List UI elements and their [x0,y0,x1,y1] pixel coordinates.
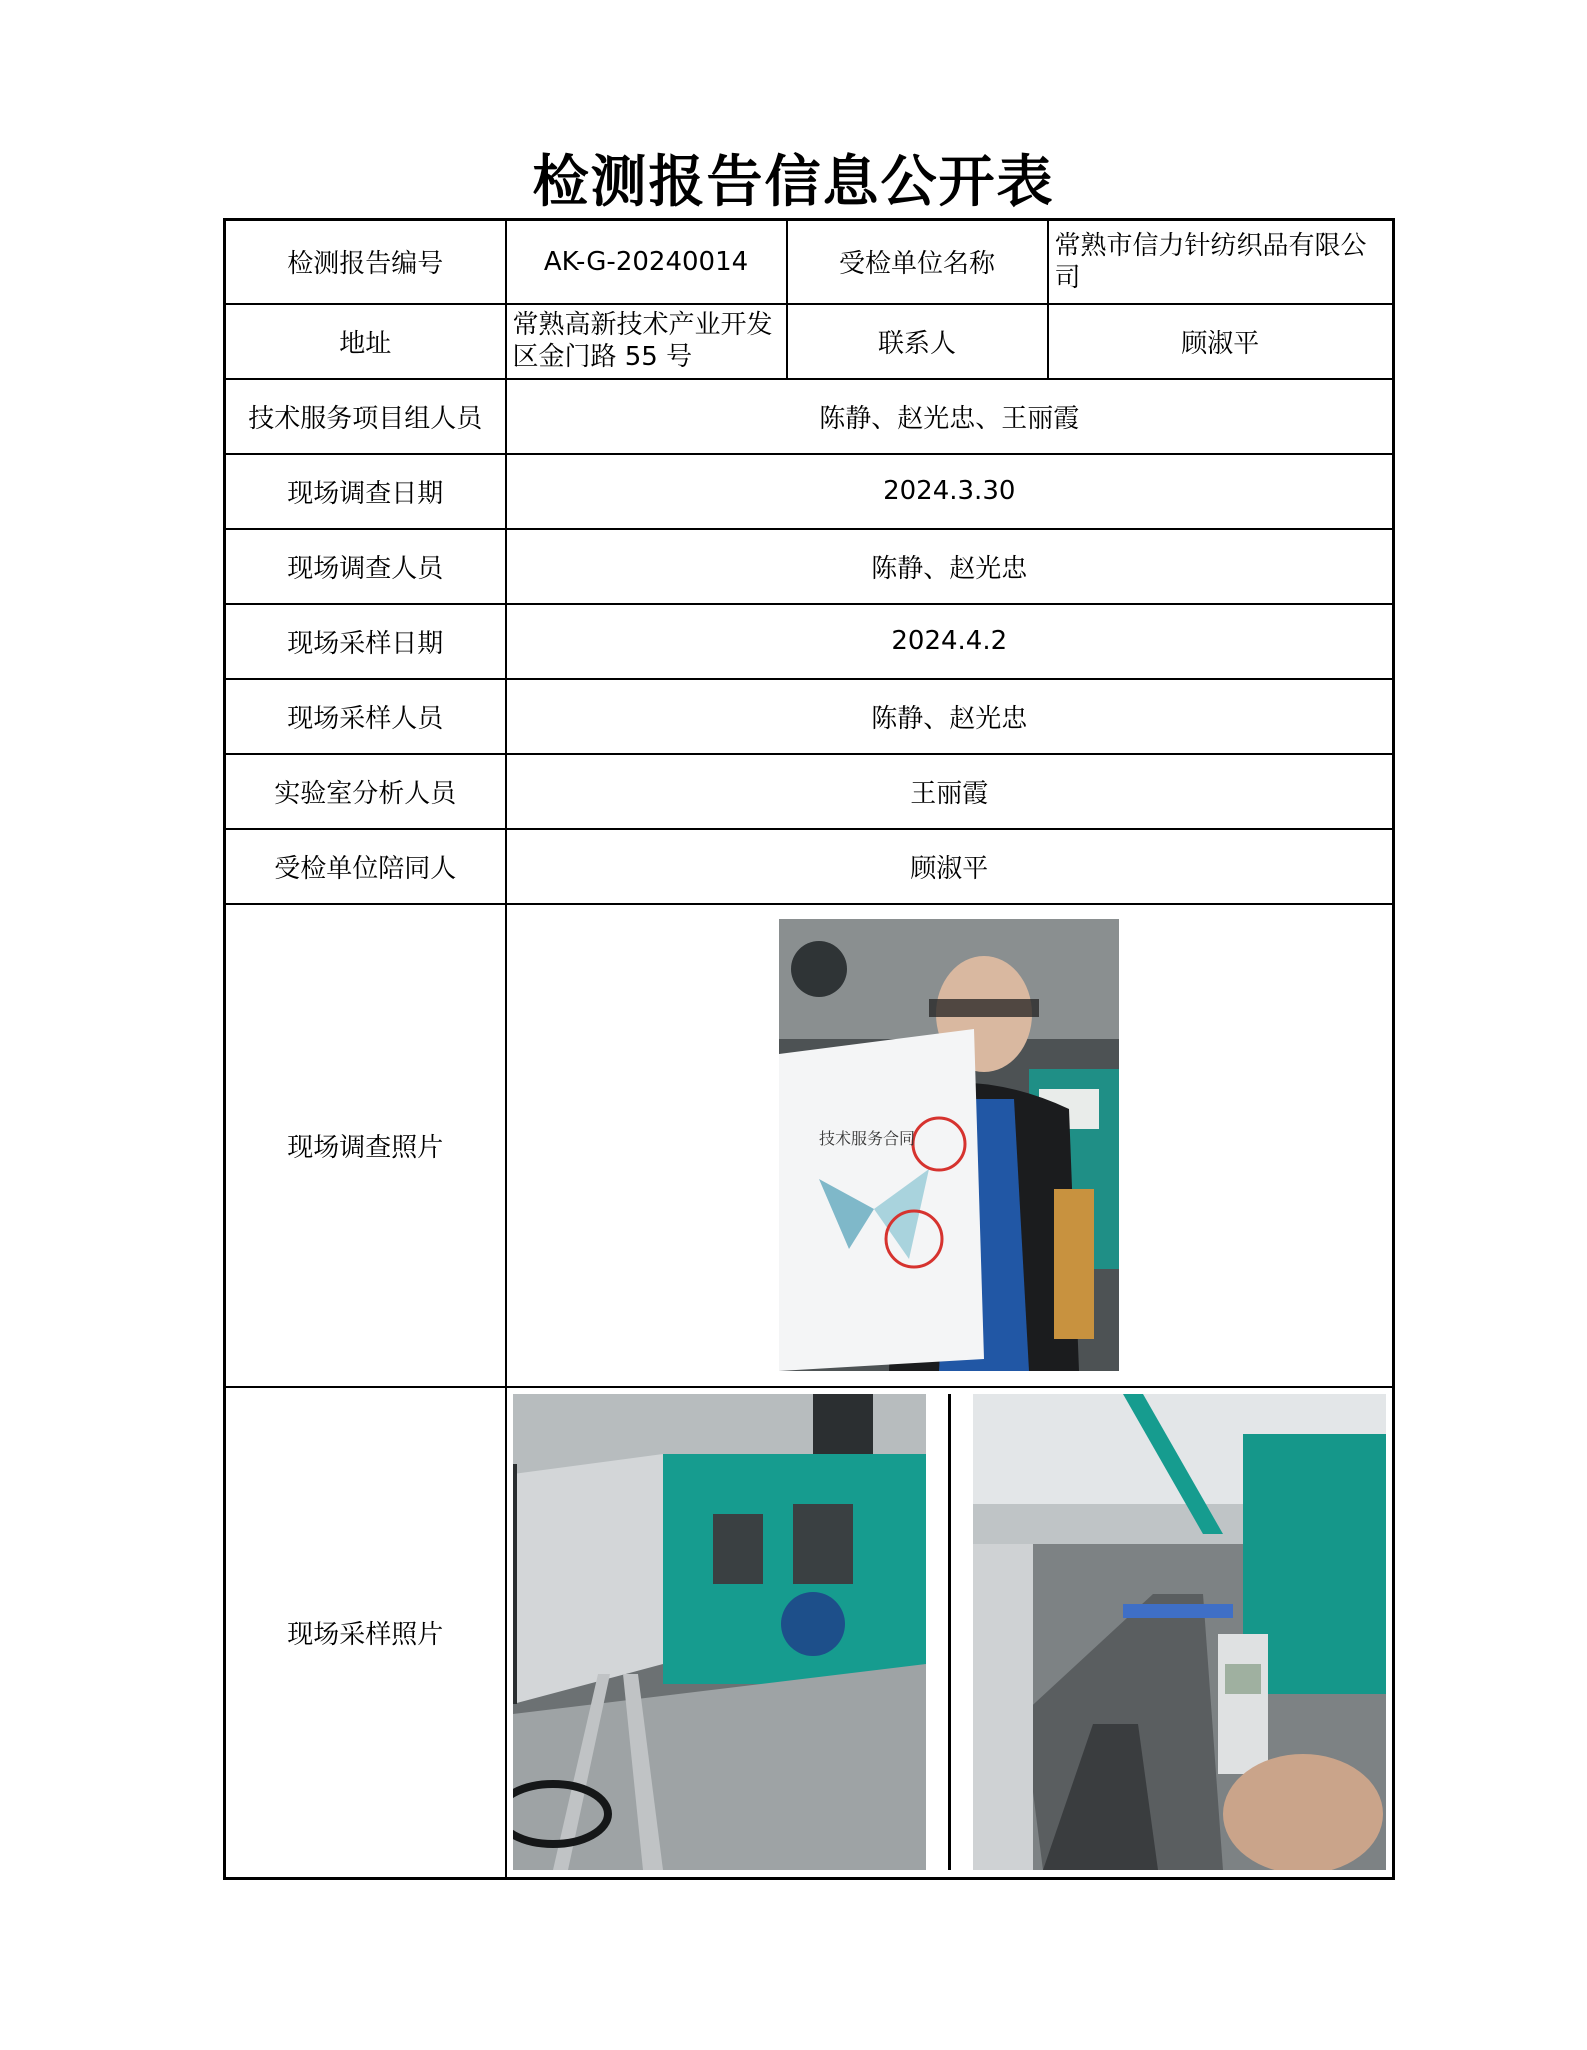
table-row [225,304,1394,379]
sampling-photo-right-image [973,1394,1386,1870]
inspected-unit-value: 常熟市信力针纺织品有限公司 [1048,220,1394,304]
row-label: 现场采样人员 [225,679,506,754]
row-label: 现场调查人员 [225,529,506,604]
sampling-photo-right [973,1394,1386,1870]
row-label: 受检单位陪同人 [225,829,506,904]
row-label: 现场调查日期 [225,454,506,529]
sampling-photo-pair [513,1394,1387,1870]
table-row [225,529,1394,604]
table-row [225,220,1394,304]
row-value: 陈静、赵光忠、王丽霞 [506,379,1394,454]
sampling-photo-cell [506,1387,1394,1879]
row-value: 陈静、赵光忠 [506,529,1394,604]
table-row [225,904,1394,1387]
sampling-photo-left [513,1394,926,1870]
table-row [225,754,1394,829]
row-label: 技术服务项目组人员 [225,379,506,454]
table-row [225,1387,1394,1879]
sampling-photo-label: 现场采样照片 [225,1387,506,1879]
row-value: 顾淑平 [506,829,1394,904]
photo-divider [948,1394,951,1870]
row-value: 2024.3.30 [506,454,1394,529]
row-label: 现场采样日期 [225,604,506,679]
row-value: 王丽霞 [506,754,1394,829]
survey-photo-cell [506,904,1394,1387]
survey-photo-label: 现场调查照片 [225,904,506,1387]
table-row [225,829,1394,904]
table-row [225,679,1394,754]
address-label: 地址 [225,304,506,379]
contact-value: 顾淑平 [1048,304,1394,379]
survey-photo [779,919,1119,1371]
row-value: 2024.4.2 [506,604,1394,679]
table-row [225,454,1394,529]
page-title: 检测报告信息公开表 [532,149,1055,215]
table-row [225,604,1394,679]
address-value: 常熟高新技术产业开发区金门路 55 号 [506,304,787,379]
report-number-label: 检测报告编号 [225,220,506,304]
report-table [223,218,1395,1880]
contact-label: 联系人 [787,304,1048,379]
report-number-value: AK-G-20240014 [506,220,787,304]
survey-photo-image [779,919,1119,1371]
table-row [225,379,1394,454]
row-value: 陈静、赵光忠 [506,679,1394,754]
row-label: 实验室分析人员 [225,754,506,829]
inspected-unit-label: 受检单位名称 [787,220,1048,304]
survey-photo-doc-title: 技术服务合同 [819,1129,916,1148]
sampling-photo-left-image [513,1394,926,1870]
